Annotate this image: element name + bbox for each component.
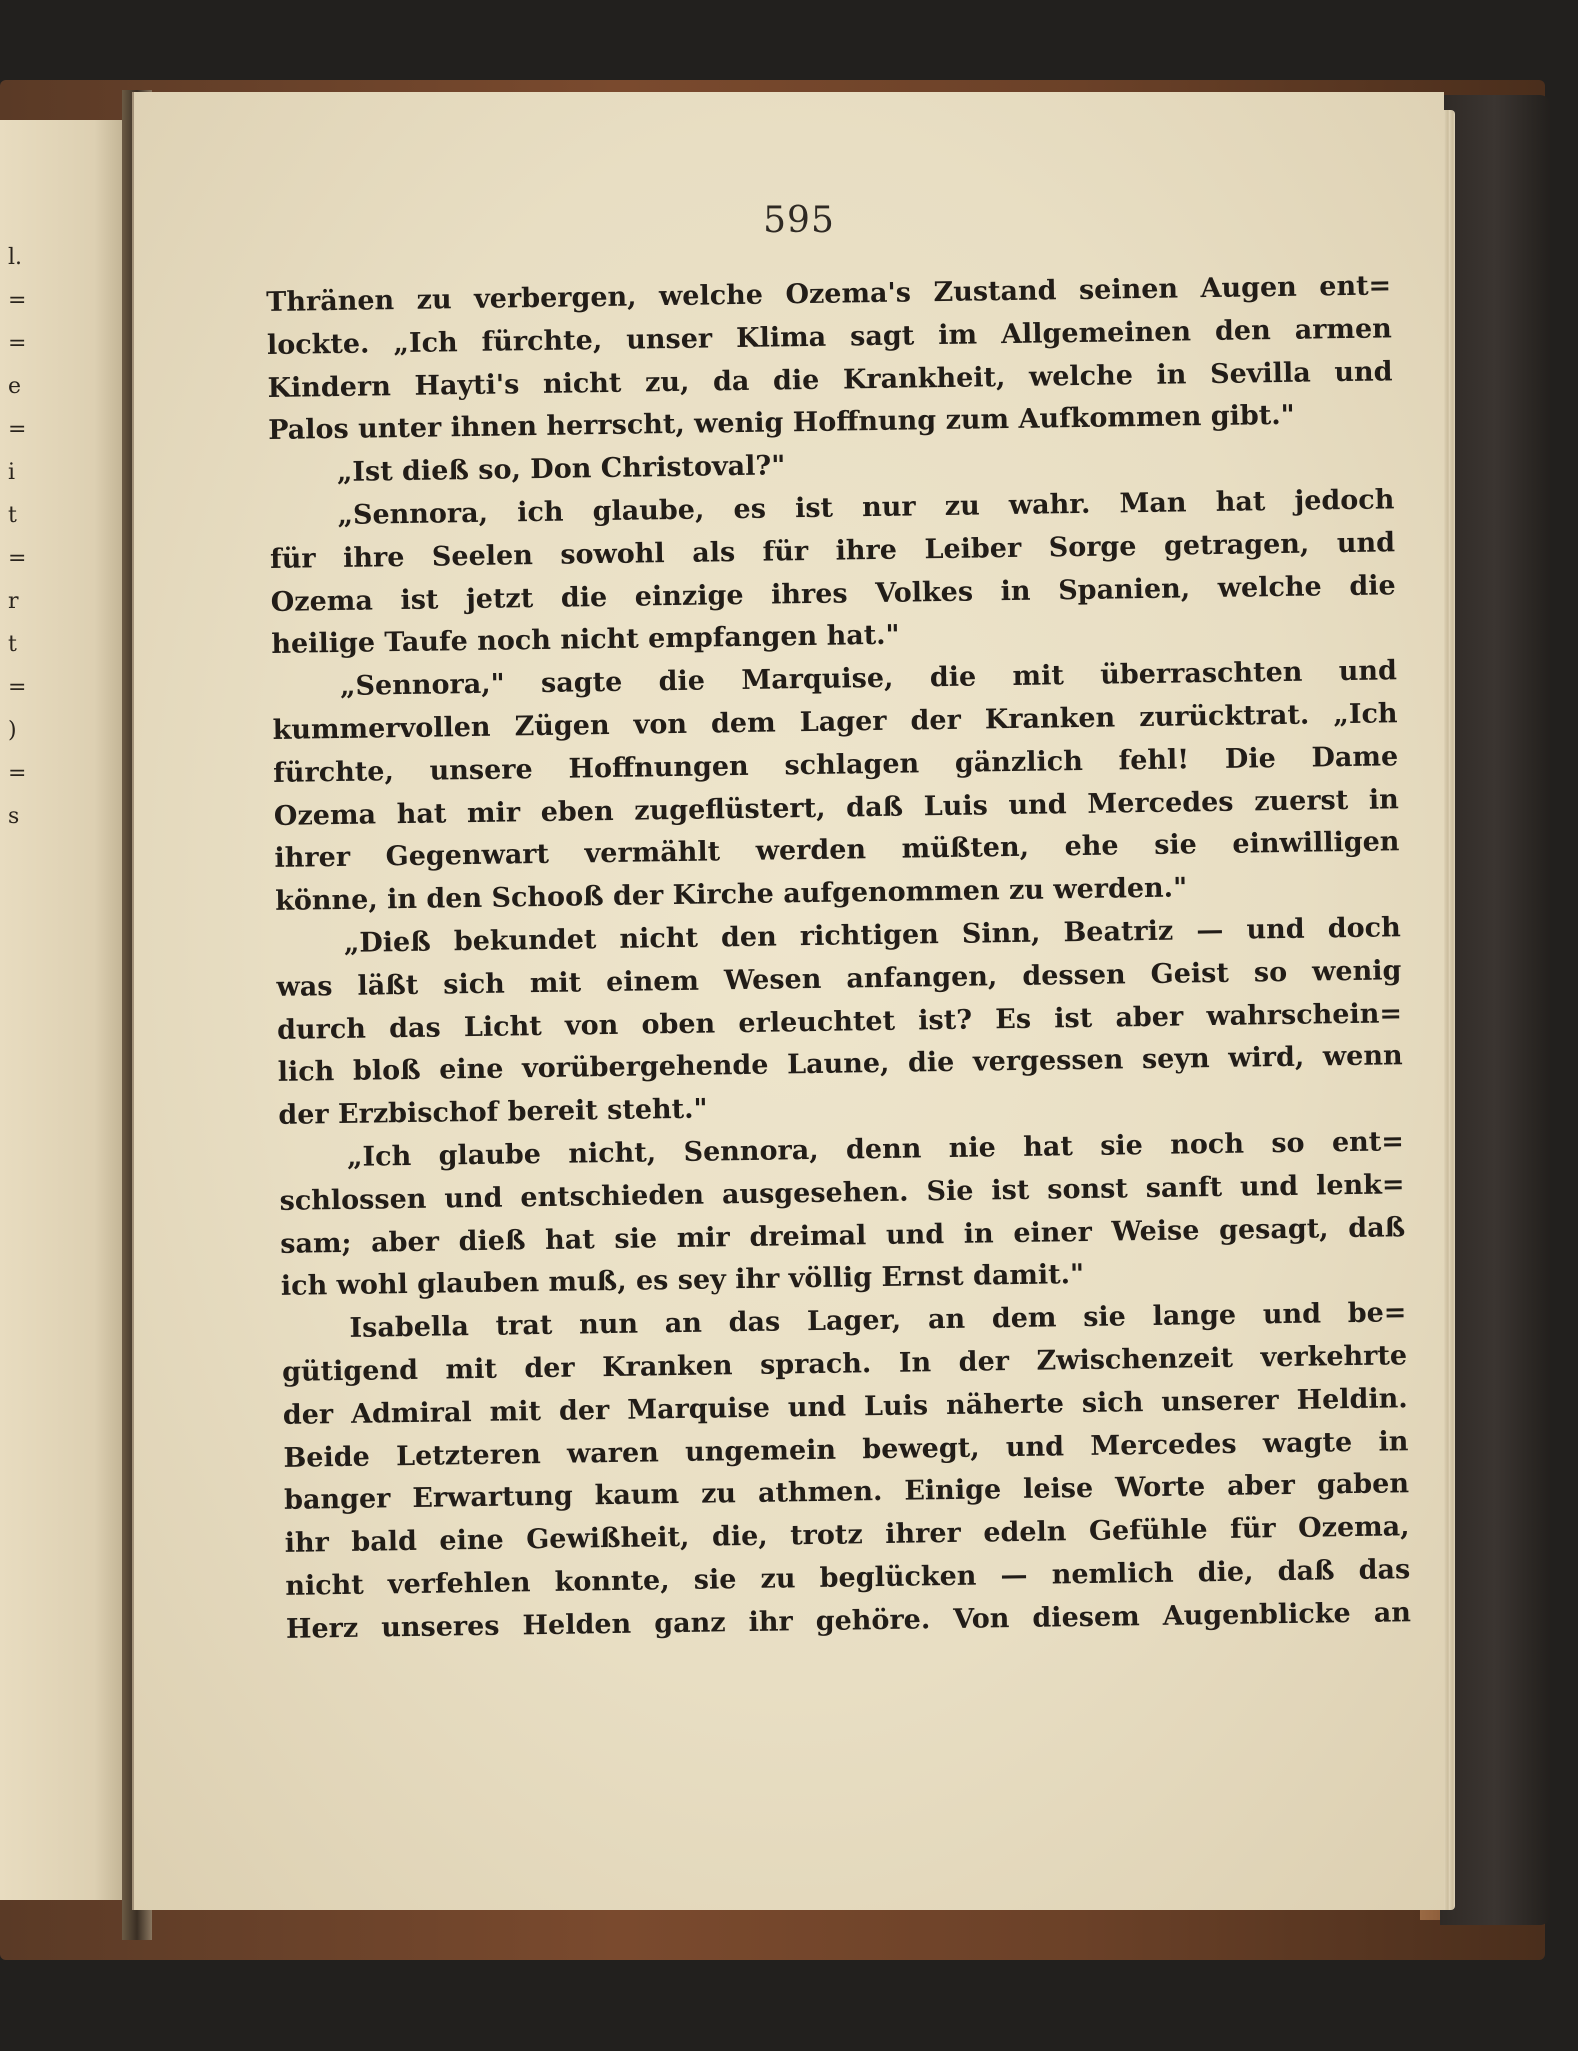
right-page (132, 92, 1444, 1910)
left-page-edge-glyph: t (8, 503, 17, 528)
text-line: Ozema hat mir eben zugeflüstert, daß Luis und Mercedes zuerst in (273, 783, 1400, 832)
text-line: „Sennora, ich glaube, es ist nur zu wahr. Man hat jedoch (337, 484, 1395, 531)
text-line: gütigend mit der Kranken sprach. In der Zwischenzeit verkehrte (281, 1340, 1408, 1388)
left-page-edge-glyph: = (8, 546, 27, 571)
left-page-edge-glyph: = (8, 417, 27, 442)
text-line: Isabella trat nun an das Lager, an dem sie lange und be= (349, 1297, 1407, 1344)
text-line: schlossen und entschieden ausgesehen. Sie ist sonst sanft und lenk= (279, 1168, 1405, 1217)
text-line: der Erzbischof bereit steht." (278, 1093, 708, 1132)
text-line: ihr bald eine Gewißheit, die, trotz ihrer edeln Gefühle für Ozema, (284, 1511, 1410, 1559)
text-line: lockte. „Ich fürchte, unser Klima sagt im Allgemeinen den armen (266, 313, 1393, 361)
text-line: ihrer Gegenwart vermählt werden müßten, ehe sie einwilligen (274, 826, 1400, 875)
text-line: banger Erwartung kaum zu athmen. Einige leise Worte aber gaben (283, 1468, 1410, 1517)
text-line: Palos unter ihnen herrscht, wenig Hoffnung zum Aufkommen gibt." (267, 400, 1295, 447)
text-line: lich bloß eine vorübergehende Laune, die vergessen seyn wird, wenn (277, 1040, 1403, 1089)
left-page-edge-glyph: l. (8, 245, 23, 270)
text-line: fürchte, unsere Hoffnungen schlagen gänzlich fehl! Die Dame (273, 741, 1399, 789)
text-line: „Ist dieß so, Don Christoval?" (336, 450, 786, 489)
text-line: Beide Letzteren waren ungemein bewegt, und Mercedes wagte in (283, 1425, 1409, 1474)
cover-spine-right (1440, 95, 1550, 1925)
text-line: Kindern Hayti's nicht zu, da die Krankheit, welche in Sevilla und (267, 355, 1393, 404)
text-line: „Sennora," sagte die Marquise, die mit überraschten und (339, 655, 1398, 703)
text-line: kummervollen Zügen von dem Lager der Kranken zurücktrat. „Ich (272, 698, 1398, 746)
text-line: nicht verfehlen konnte, sie zu beglücken — nemlich die, daß das (285, 1554, 1411, 1602)
left-page-edge-glyph: e (8, 374, 22, 399)
text-line: durch das Licht von oben erleuchtet ist? Es ist aber wahrschein= (276, 997, 1403, 1046)
left-page-edge-glyph: r (8, 589, 19, 614)
left-page-edge-glyph: t (8, 632, 17, 657)
text-line: könne, in den Schooß der Kirche aufgenommen zu werden." (274, 872, 1188, 918)
left-page-edge-glyph: = (8, 288, 27, 313)
text-line: für ihre Seelen sowohl als für ihre Leiber Sorge getragen, und (269, 527, 1396, 575)
left-page-edge-glyph: s (8, 804, 20, 829)
text-line: ich wohl glauben muß, es sey ihr völlig Ernst damit." (280, 1259, 1085, 1303)
page-number: 595 (763, 200, 835, 241)
left-page-edge-glyph: = (8, 331, 27, 356)
left-page-edge-glyph: i (8, 460, 16, 485)
text-line: Ozema ist jetzt die einzige ihres Volkes in Spanien, welche die (270, 569, 1396, 618)
text-line: sam; aber dieß hat sie mir dreimal und in einer Weise gesagt, daß (280, 1211, 1406, 1260)
text-line: der Admiral mit der Marquise und Luis näherte sich unserer Heldin. (282, 1382, 1408, 1431)
text-line: „Dieß bekundet nicht den richtigen Sinn, Beatriz — und doch (343, 912, 1401, 959)
text-line: heilige Taufe noch nicht empfangen hat." (271, 620, 900, 661)
left-page-edge-glyph: = (8, 675, 27, 700)
text-line: „Ich glaube nicht, Sennora, denn nie hat sie noch so ent= (346, 1126, 1405, 1173)
text-line: Herz unseres Helden ganz ihr gehöre. Von diesem Augenblicke an (285, 1596, 1412, 1645)
left-page-edge-glyph: ) (8, 718, 17, 743)
left-page-edge-glyph: = (8, 761, 27, 786)
text-line: Thränen zu verbergen, welche Ozema's Zustand seinen Augen ent= (266, 270, 1392, 318)
body-text (266, 265, 1411, 1651)
text-line: was läßt sich mit einem Wesen anfangen, dessen Geist so wenig (276, 954, 1402, 1003)
left-page-fragment (0, 120, 135, 1900)
